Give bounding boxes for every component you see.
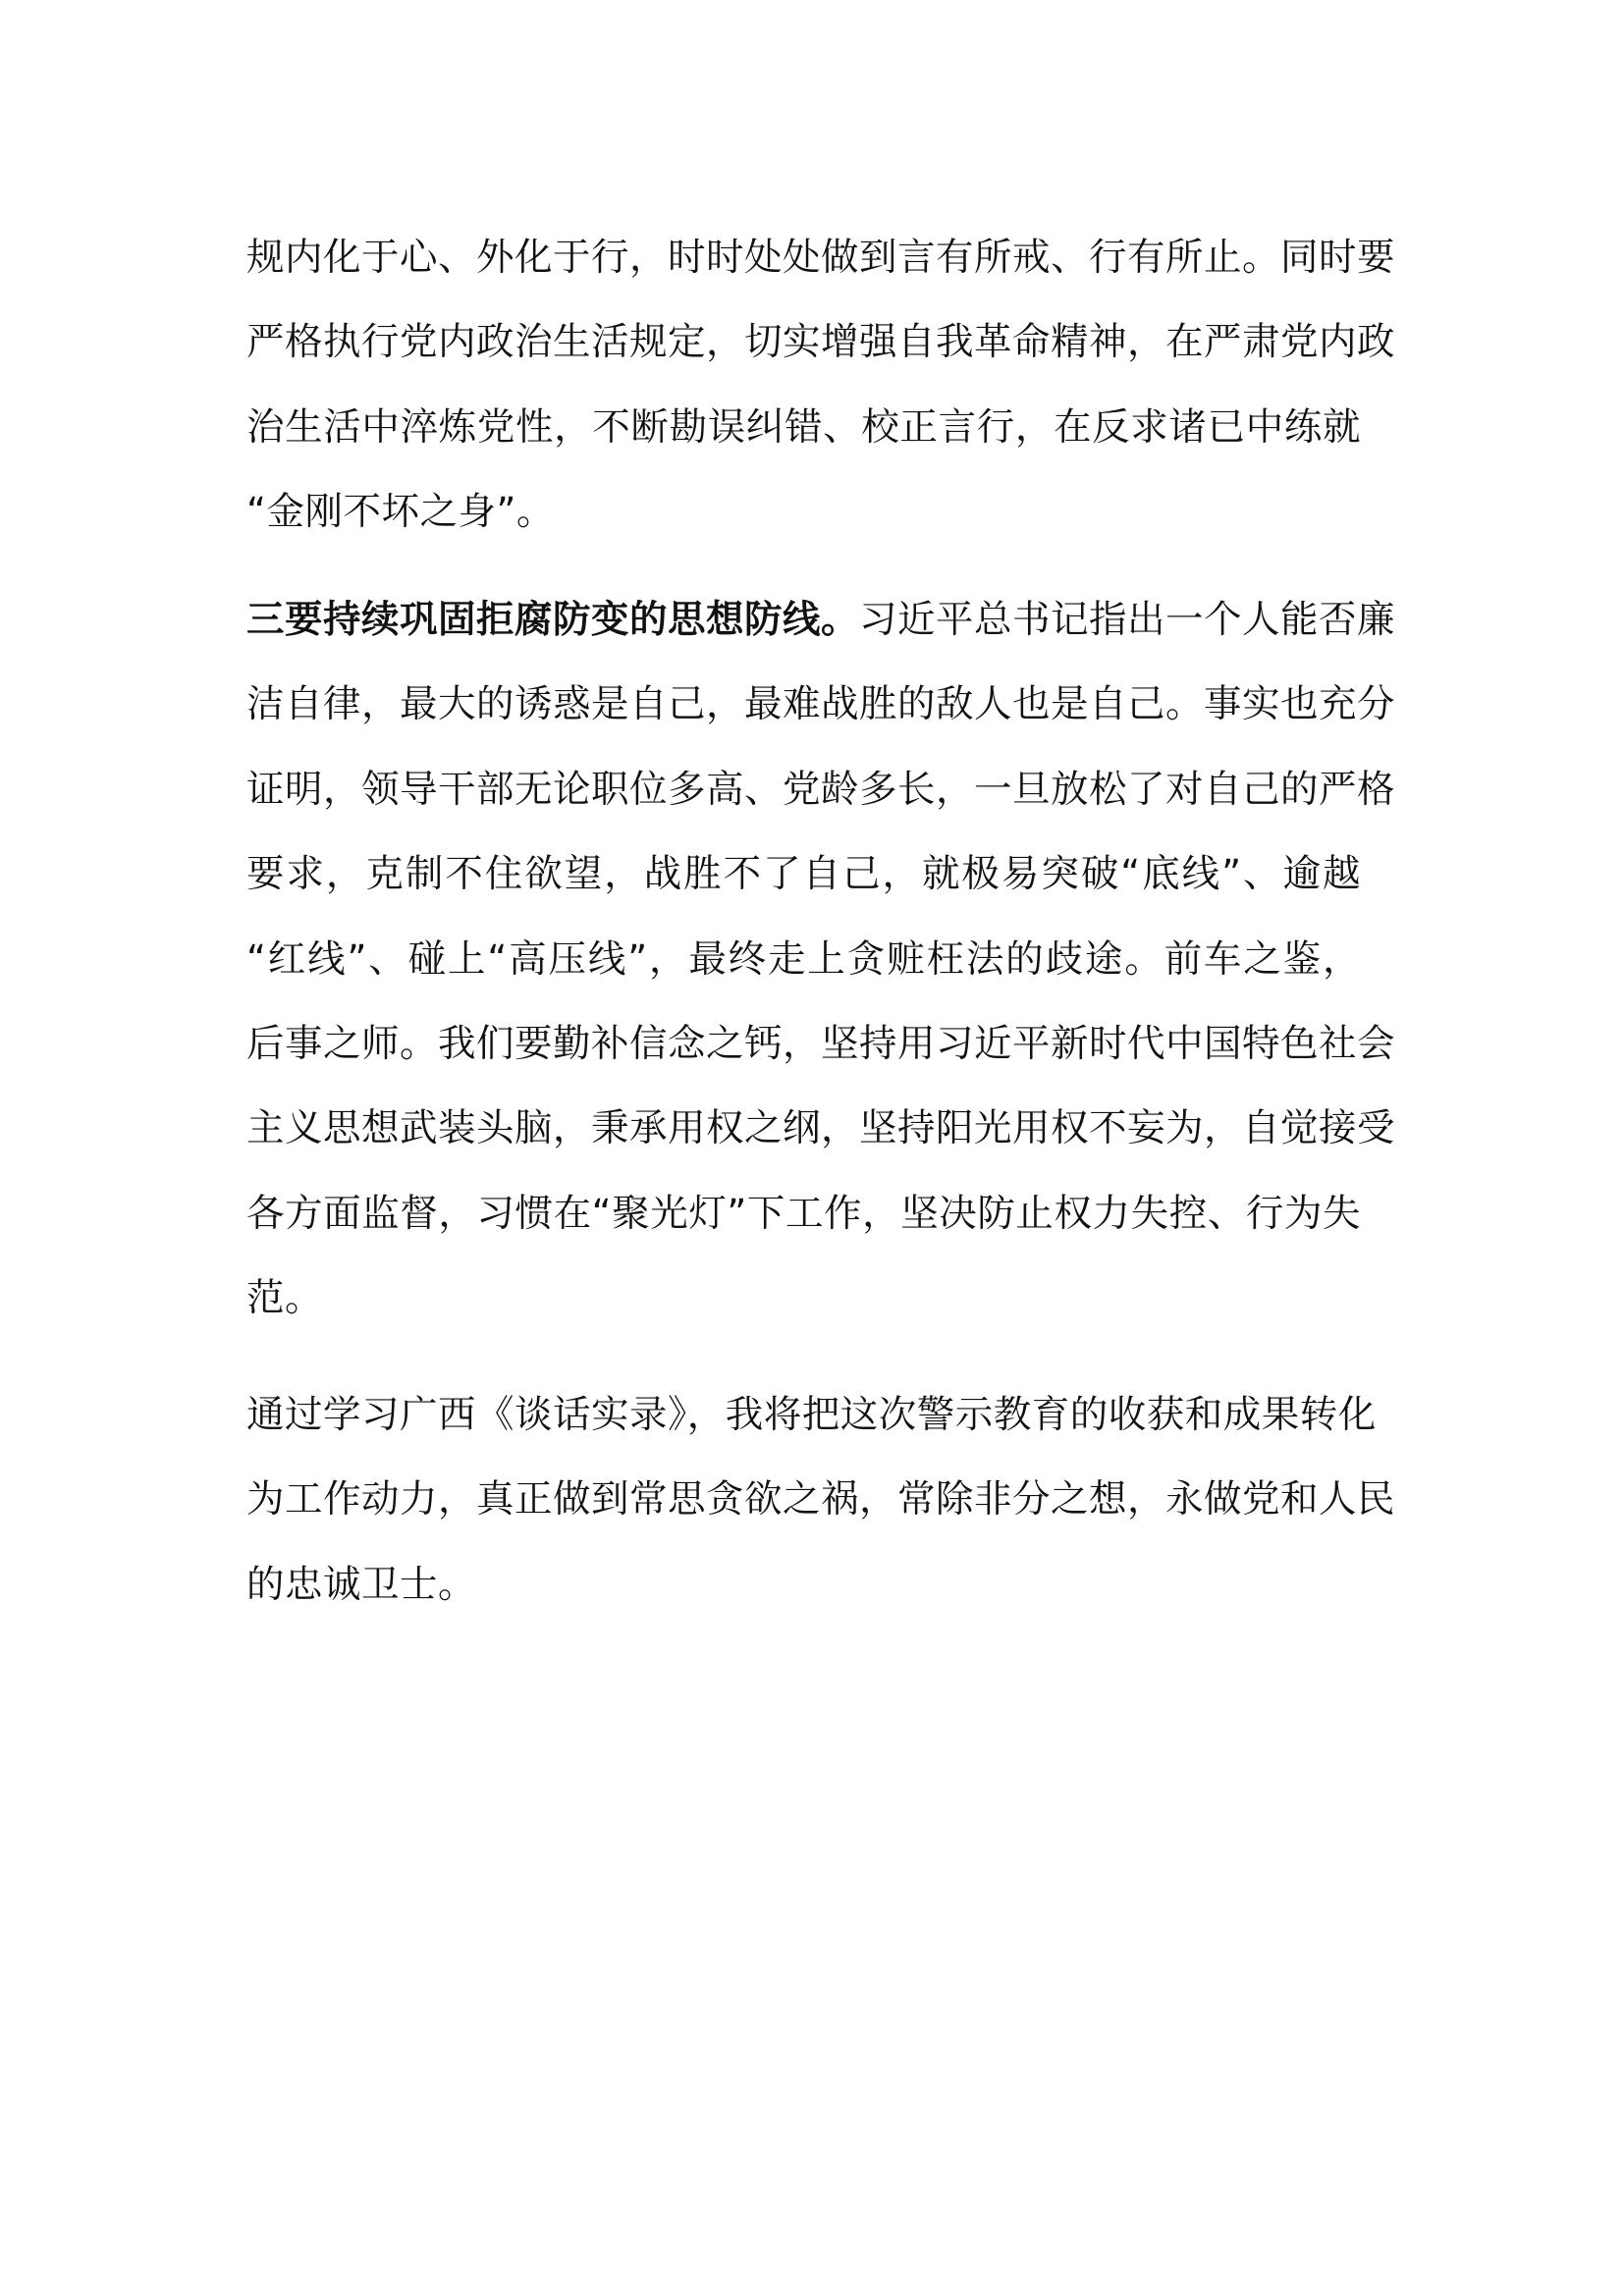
paragraph-line: 通过学习广西《谈话实录》，我将把这次警示教育的收获和成果转化 [246, 1393, 1377, 1437]
paragraph-line: 各方面监督，习惯在“聚光灯”下工作，坚决防止权力失控、行为失 [246, 1191, 1361, 1236]
paragraph-line: “红线”、碰上“高压线”，最终走上贪赃枉法的歧途。前车之鉴， [246, 936, 1361, 982]
paragraph-line: 主义思想武装头脑，秉承用权之纲，坚持阳光用权不妄为，自觉接受 [246, 1106, 1396, 1151]
paragraph-line: 洁自律，最大的诱惑是自己，最难战胜的敌人也是自己。事实也充分 [246, 682, 1396, 727]
paragraph-line: 范。 [246, 1276, 324, 1321]
paragraph-line: 证明，领导干部无论职位多高、党龄多长，一旦放松了对自己的严格 [246, 767, 1396, 812]
paragraph-line: 严格执行党内政治生活规定，切实增强自我革命精神，在严肃党内政 [246, 320, 1396, 365]
heading-continuation: 习近平总书记指出一个人能否廉 [859, 598, 1396, 642]
paragraph-2 [246, 578, 1396, 1342]
paragraph-line: 为工作动力，真正做到常思贪欲之祸，常除非分之想，永做党和人民 [246, 1477, 1396, 1522]
paragraph-1 [246, 216, 1396, 556]
paragraph-line: “金刚不坏之身”。 [246, 490, 555, 535]
paragraph-line: 规内化于心、外化于行，时时处处做到言有所戒、行有所止。同时要 [246, 236, 1396, 280]
paragraph-first-line [246, 578, 1396, 663]
paragraph-line: 要求，克制不住欲望，战胜不了自己，就极易突破“底线”、逾越 [246, 852, 1361, 897]
paragraph-line: 后事之师。我们要勤补信念之钙，坚持用习近平新时代中国特色社会 [246, 1021, 1396, 1066]
paragraph-3 [246, 1373, 1396, 1628]
paragraph-line: 的忠诚卫士。 [246, 1562, 477, 1607]
paragraph-line: 治生活中淬炼党性，不断勘误纠错、校正言行，在反求诸已中练就 [246, 404, 1361, 450]
section-heading: 三要持续巩固拒腐防变的思想防线。 [246, 598, 860, 642]
